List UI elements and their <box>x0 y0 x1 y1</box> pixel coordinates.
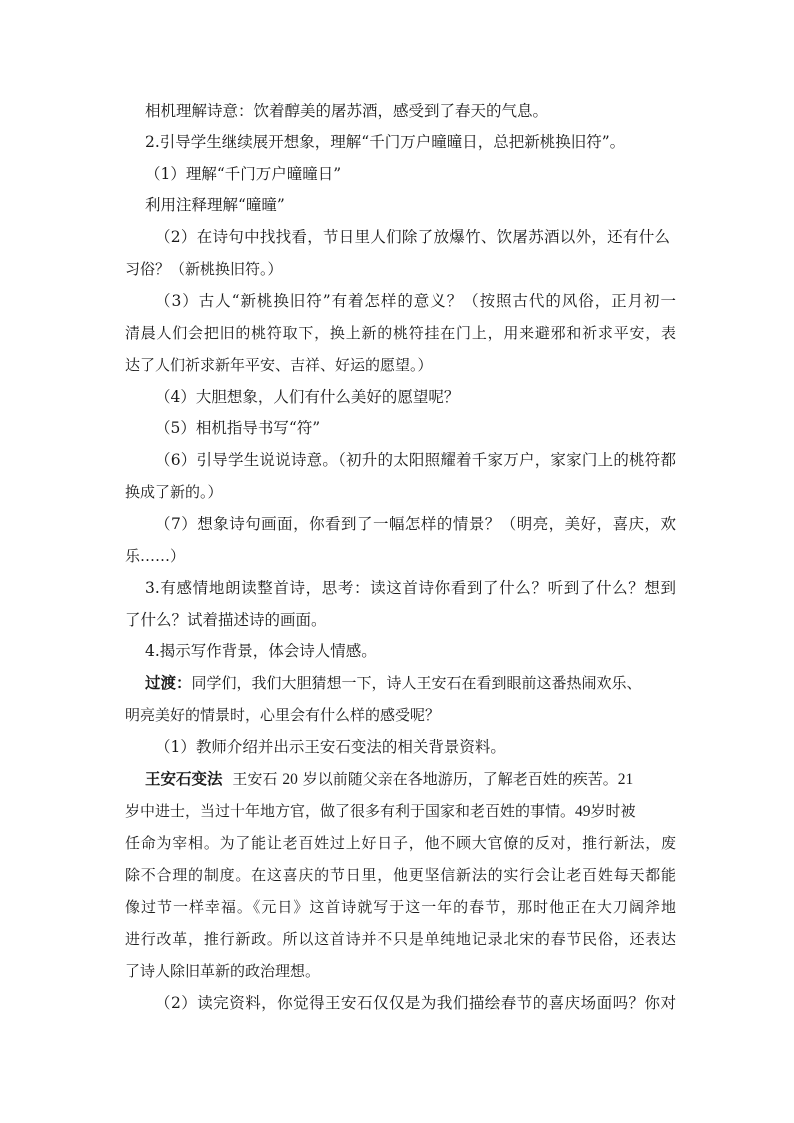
paragraph-transition-line1 <box>145 673 676 693</box>
paragraph-reform-line6: 进行改革，推行新政。所以这首诗并不只是单纯地记录北宋的春节民俗，还表达 <box>125 930 676 948</box>
paragraph-reform-line1 <box>145 769 676 790</box>
paragraph-item-2-line1: （2）在诗句中找找看，节日里人们除了放爆竹、饮屠苏酒以外，还有什么 <box>155 228 670 246</box>
paragraph-background-1: （1）教师介绍并出示王安石变法的相关背景资料。 <box>155 738 506 756</box>
reform-label: 王安石变法 <box>145 769 223 788</box>
paragraph-item-5: （5）相机指导书写“符” <box>155 419 321 437</box>
paragraph-reform-line4: 除不合理的制度。在这喜庆的节日里，他更坚信新法的实行会让老百姓每天都能 <box>125 866 676 884</box>
paragraph-transition-line2: 明亮美好的情景时，心里会有什么样的感受呢？ <box>125 706 441 724</box>
paragraph-step-3-line2: 了什么？试着描述诗的画面。 <box>125 611 327 629</box>
transition-text: 同学们，我们大胆猜想一下，诗人王安石在看到眼前这番热闹欢乐、 <box>191 674 642 692</box>
paragraph-step-4: 4.揭示写作背景，体会诗人情感。 <box>145 642 377 660</box>
paragraph-item-3-line2: 清晨人们会把旧的桃符取下，换上新的桃符挂在门上，用来避邪和祈求平安，表 <box>125 324 676 342</box>
paragraph-item-1: （1）理解“千门万户曈曈日” <box>145 165 342 183</box>
reform-text-3: 岁中进士，当过十年地方官，做了很多有利于国家和老百姓的事情。 <box>125 802 576 820</box>
reform-number-49: 49 <box>575 803 591 820</box>
paragraph-annotation: 利用注释理解“曈曈” <box>145 196 285 214</box>
paragraph-reform-line7: 了诗人除旧革新的政治理想。 <box>125 962 321 980</box>
paragraph-item-6-line2: 换成了新的。） <box>125 483 223 501</box>
paragraph-item-4: （4）大胆想象，人们有什么美好的愿望呢？ <box>155 388 460 406</box>
paragraph-step-3-line1: 3.有感情地朗读整首诗，思考：读这首诗你看到了什么？听到了什么？想到 <box>145 579 676 597</box>
reform-text-1: 王安石 <box>232 770 278 788</box>
paragraph-item-7-line2: 乐……） <box>125 547 186 565</box>
paragraph-reform-line5: 像过节一样幸福。《元日》这首诗就写于这一年的春节，那时他正在大刀阔斧地 <box>125 898 676 916</box>
paragraph-step-2: 2.引导学生继续展开想象，理解“千门万户曈曈日，总把新桃换旧符”。 <box>145 133 626 151</box>
reform-text-4: 岁时被 <box>590 802 636 820</box>
item-2-answer: 习俗？（新桃换旧符。） <box>125 260 283 278</box>
paragraph-item-7-line1: （7）想象诗句画面，你看到了一幅怎样的情景？（明亮，美好，喜庆，欢 <box>155 515 676 533</box>
reform-text-2: 岁以前随父亲在各地游历，了解老百姓的疾苦。 <box>302 770 618 788</box>
paragraph-item-3-line1: （3）古人“新桃换旧符”有着怎样的意义？（按照古代的风俗，正月初一 <box>155 292 676 310</box>
paragraph-reform-line2 <box>125 801 676 822</box>
paragraph-background-2: （2）读完资料，你觉得王安石仅仅是为我们描绘春节的喜庆场面吗？你对 <box>155 994 676 1012</box>
paragraph-reform-line3: 任命为宰相。为了能让老百姓过上好日子，他不顾大官僚的反对，推行新法，废 <box>125 834 676 852</box>
reform-number-20: 20 <box>282 771 298 788</box>
reform-number-21: 21 <box>617 771 634 788</box>
paragraph-poem-meaning: 相机理解诗意：饮着醇美的屠苏酒，感受到了春天的气息。 <box>145 102 549 120</box>
paragraph-item-6-line1: （6）引导学生说说诗意。（初升的太阳照耀着千家万户，家家门上的桃符都 <box>155 451 676 469</box>
paragraph-item-3-line3: 达了人们祈求新年平安、吉祥、好运的愿望。） <box>125 356 433 374</box>
paragraph-item-2-line2 <box>125 259 794 279</box>
transition-label: 过渡： <box>145 673 192 692</box>
